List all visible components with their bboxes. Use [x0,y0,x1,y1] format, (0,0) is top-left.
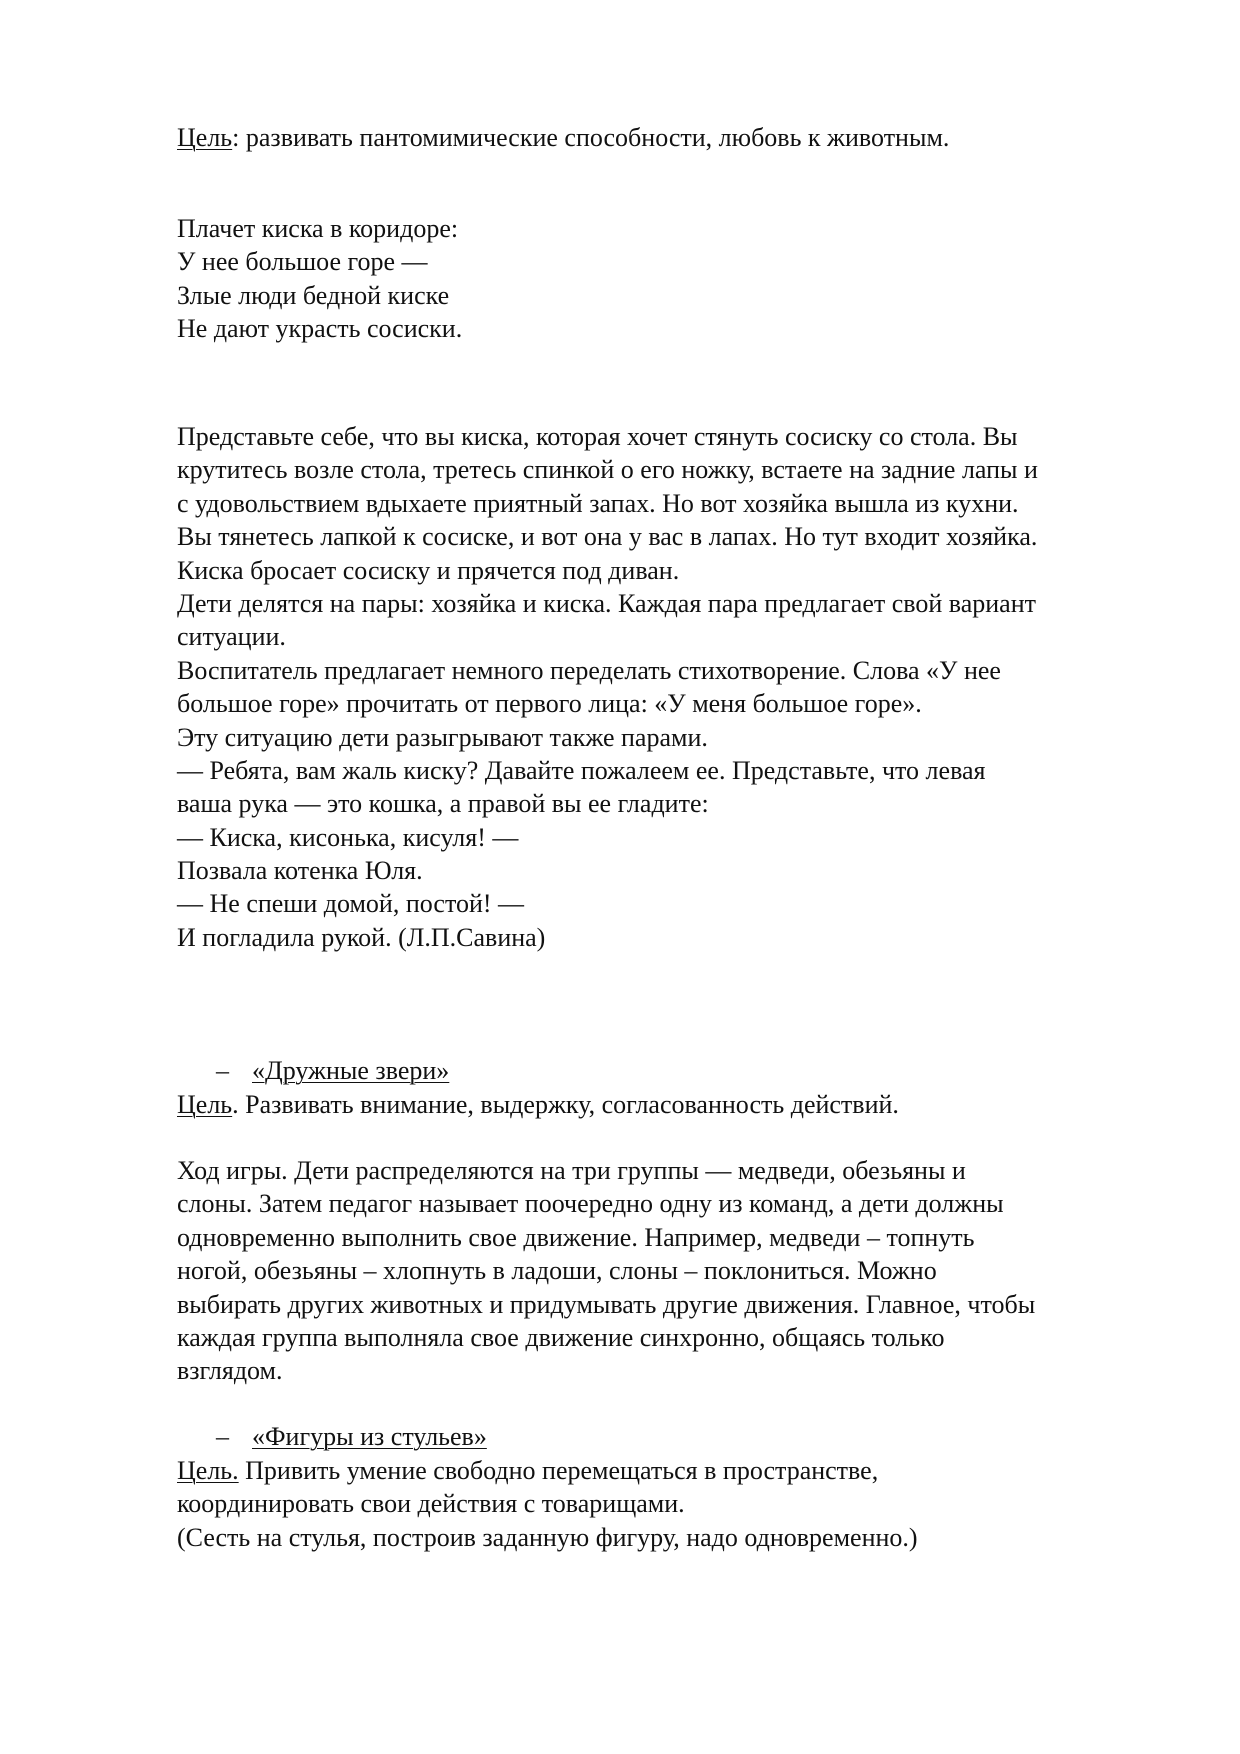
game2-goal-paragraph [177,1088,1187,1121]
body-line: с удовольствием вдыхаете приятный запах. Но вот хозяйка вышла из кухни. [177,488,1019,518]
game-heading-figury-iz-stulev [216,1420,487,1453]
body-line: выбирать других животных и придумывать другие движения. Главное, чтобы [177,1289,1036,1319]
goal-label: Цель [177,1090,233,1119]
poem-block [177,212,1187,346]
body-line: Эту ситуацию дети разыгрывают также парами. [177,722,708,752]
body-line: Представьте себе, что вы киска, которая хочет стянуть сосиску со стола. Вы [177,422,1018,451]
body-line: Воспитатель предлагает немного переделать стихотворение. Слова «У нее [177,655,1001,685]
body-line: большое горе» прочитать от первого лица: «У меня большое горе». [177,689,922,719]
body-line: каждая группа выполняла свое движение синхронно, общаясь только [177,1322,945,1352]
body-line: — Не спеши домой, постой! — [177,889,525,919]
body-line: крутитесь возле стола, третесь спинкой о его ножку, встаете на задние лапы и [177,455,1038,485]
body-line: Ход игры. Дети распределяются на три группы — медведи, обезьяны и [177,1156,966,1185]
game-heading-druzhnye-zveri [216,1054,449,1087]
body-line: одновременно выполнить свое движение. Например, медведи – топнуть [177,1222,975,1252]
body-line: Дети делятся на пары: хозяйка и киска. Каждая пара предлагает свой вариант [177,588,1037,618]
poem-line: Злые люди бедной киске [177,280,450,310]
list-dash: – [216,1056,229,1085]
body-line: — Ребята, вам жаль киску? Давайте пожалеем ее. Представьте, что левая [177,755,986,785]
poem-line: У нее большое горе — [177,247,428,277]
body-line: — Киска, кисонька, кисуля! — [177,822,519,852]
list-dash: – [216,1422,229,1451]
goal-label: Цель [177,123,233,152]
game2-body-block [177,1154,1187,1388]
body-text-block [177,420,1187,954]
body-line: ситуации. [177,622,286,652]
body-line: ваша рука — это кошка, а правой вы ее гладите: [177,789,709,819]
game3-goal-paragraph [177,1454,1187,1554]
body-line: (Сесть на стулья, построив заданную фигуру, надо одновременно.) [177,1522,918,1552]
game-title: «Фигуры из стульев» [252,1422,487,1451]
goal-text: . Развивать внимание, выдержку, согласованность действий. [232,1090,899,1119]
body-line: Вы тянетесь лапкой к сосиске, и вот она у вас в лапах. Но тут входит хозяйка. [177,522,1038,552]
body-line: И погладила рукой. (Л.П.Савина) [177,922,546,952]
goal-line [177,1454,1187,1487]
body-line: координировать свои действия с товарищами. [177,1489,685,1519]
intro-goal-paragraph [177,121,1187,154]
body-line: Позвала котенка Юля. [177,856,423,886]
goal-text: Привить умение свободно перемещаться в пространстве, [238,1456,879,1485]
goal-text: : развивать пантомимические способности, любовь к животным. [232,123,950,152]
game-title: «Дружные звери» [252,1056,450,1085]
body-line: Киска бросает сосиску и прячется под диван. [177,555,680,585]
body-line: ногой, обезьяны – хлопнуть в ладоши, слоны – поклониться. Можно [177,1256,937,1286]
body-line: слоны. Затем педагог называет поочередно одну из команд, а дети должны [177,1189,1004,1219]
body-line: взглядом. [177,1356,283,1386]
poem-line: Плачет киска в коридоре: [177,214,459,243]
goal-label: Цель. [177,1456,239,1485]
poem-line: Не дают украсть сосиски. [177,314,463,344]
